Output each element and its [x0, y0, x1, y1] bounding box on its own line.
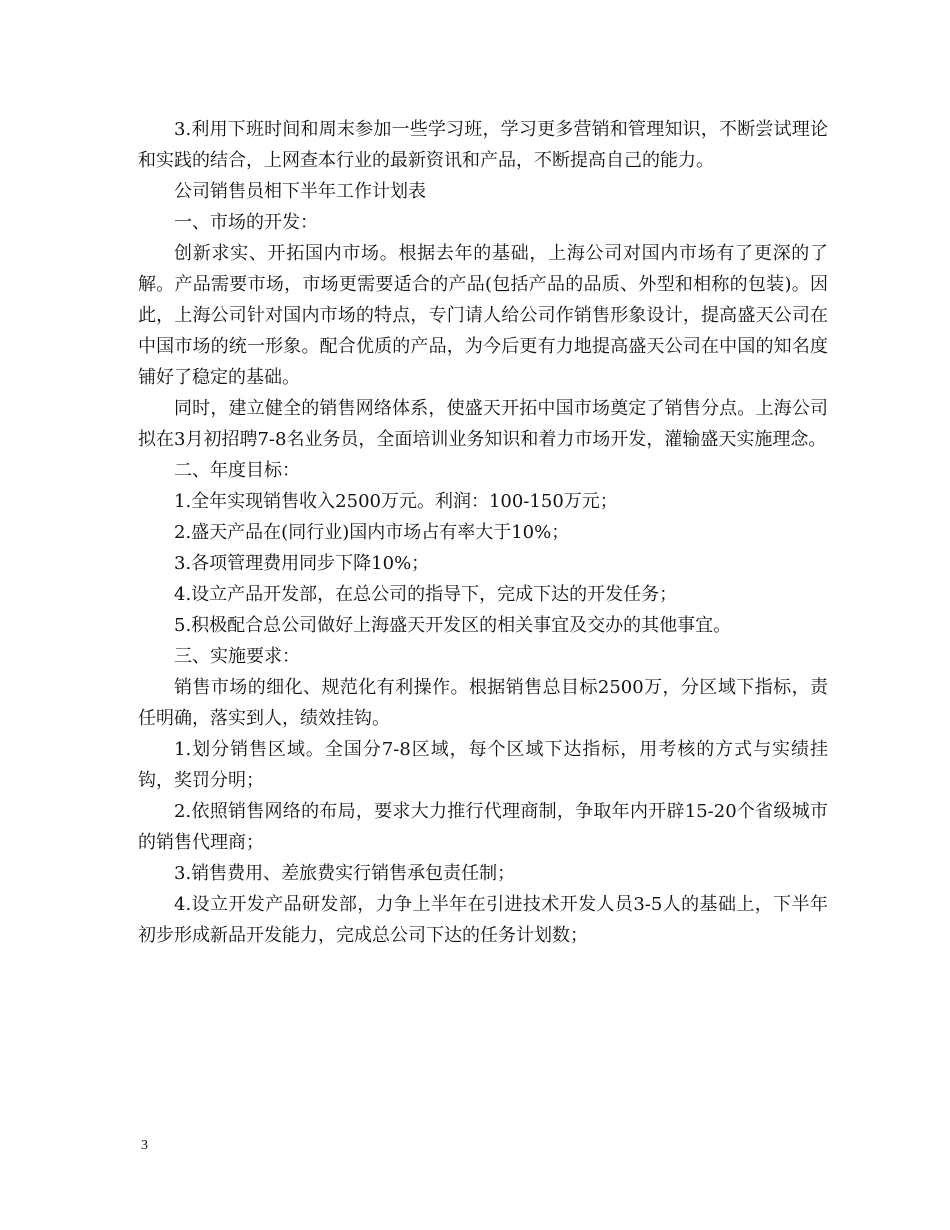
paragraph-sales-network: 同时，建立健全的销售网络体系，使盛天开拓中国市场奠定了销售分点。上海公司拟在3月初招聘7-8名业务员，全面培训业务知识和着力市场开发，灌输盛天实施理念。	[138, 398, 828, 450]
goal-item-2: 2.盛天产品在(同行业)国内市场占有率大于10%；	[174, 522, 570, 543]
heading-market-development: 一、市场的开发：	[174, 212, 318, 233]
requirement-item-3: 3.销售费用、差旅费实行销售承包责任制；	[174, 863, 516, 884]
goal-item-1: 1.全年实现销售收入2500万元。利润：100-150万元；	[174, 491, 618, 512]
requirement-item-2: 2.依照销售网络的布局，要求大力推行代理商制，争取年内开辟15-20个省级城市的销售代理商；	[138, 801, 828, 853]
goal-item-4: 4.设立产品开发部，在总公司的指导下，完成下达的开发任务；	[174, 584, 678, 605]
requirement-item-1: 1.划分销售区域。全国分7-8区域，每个区域下达指标，用考核的方式与实绩挂钩，奖罚分明；	[138, 739, 828, 791]
paragraph-study: 3.利用下班时间和周末参加一些学习班，学习更多营销和管理知识，不断尝试理论和实践的结合，上网查本行业的最新资讯和产品，不断提高自己的能力。	[138, 119, 828, 171]
document-body	[138, 114, 828, 951]
goal-item-5: 5.积极配合总公司做好上海盛天开发区的相关事宜及交办的其他事宜。	[174, 615, 732, 636]
heading-annual-goals: 二、年度目标：	[174, 460, 300, 481]
heading-implementation: 三、实施要求：	[174, 646, 300, 667]
goal-item-3: 3.各项管理费用同步下降10%；	[174, 553, 430, 574]
paragraph-market-refinement: 销售市场的细化、规范化有利操作。根据销售总目标2500万，分区域下指标，责任明确，落实到人，绩效挂钩。	[138, 677, 828, 729]
page-number: 3	[141, 1138, 148, 1153]
section-title-plan: 公司销售员相下半年工作计划表	[174, 181, 426, 202]
requirement-item-4: 4.设立开发产品研发部，力争上半年在引进技术开发人员3-5人的基础上，下半年初步形成新品开发能力，完成总公司下达的任务计划数；	[138, 894, 828, 946]
paragraph-market-innovation: 创新求实、开拓国内市场。根据去年的基础，上海公司对国内市场有了更深的了解。产品需要市场，市场更需要适合的产品(包括产品的品质、外型和相称的包装)。因此，上海公司针对国内市场的特点，专门请人给公司作销售形象设计，提高盛天公司在中国市场的统一形象。配合优质的产品，为今后更有力地提高盛天公司在中国的知名度铺好了稳定的基础。	[138, 243, 828, 388]
